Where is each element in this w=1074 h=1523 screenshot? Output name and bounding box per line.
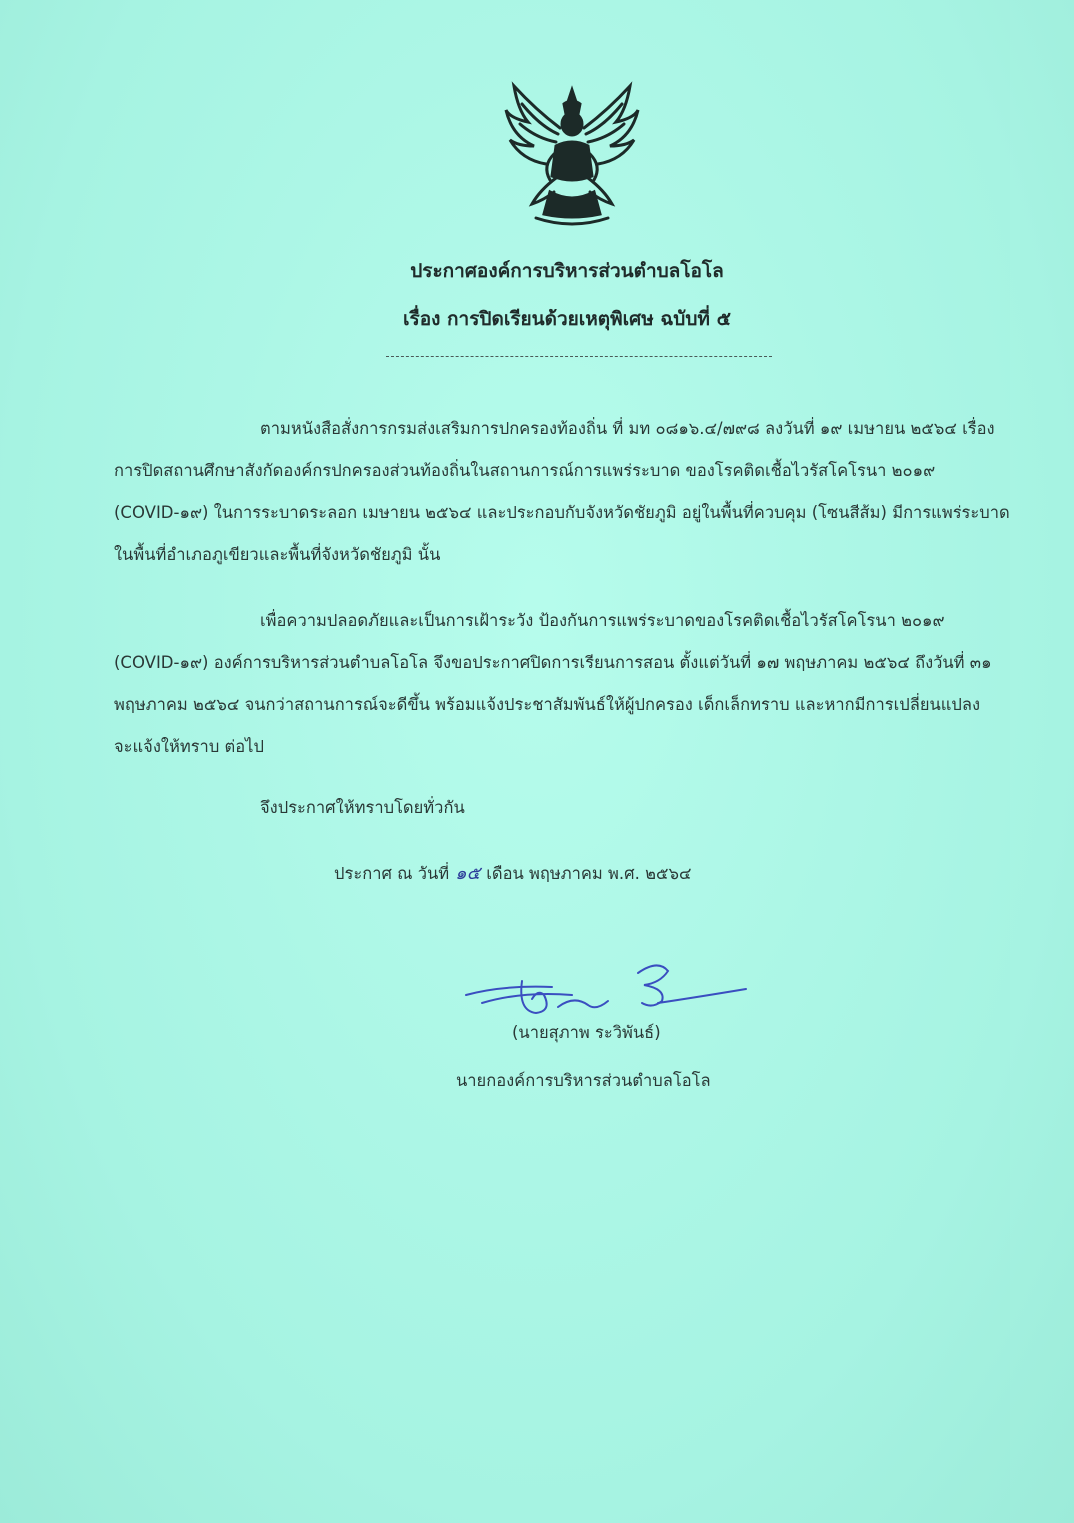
announcement-date — [334, 858, 691, 887]
signatory-name: (นายสุภาพ ระวิพันธ์) — [512, 1023, 661, 1042]
body-paragraph-1 — [114, 408, 1014, 576]
dashed-divider — [386, 356, 772, 357]
body-paragraph-1-text: ตามหนังสือสั่งการกรมส่งเสริมการปกครองท้องถิ่น ที่ มท ๐๘๑๖.๔/๗๙๘ ลงวันที่ ๑๙ เมษายน ๒๕๖๔ เรื่อง การปิดสถานศึกษาสังกัดองค์กรปกครองส่วนท้องถิ่นในสถานการณ์การแพร่ระบาด ของโรคติดเชื้อไวรัสโคโรนา ๒๐๑๙ (COVID-๑๙) ในการระบาดระลอก เมษายน ๒๕๖๔ และประกอบกับจังหวัดชัยภูมิ อยู่ในพื้นที่ควบคุม (โซนสีส้ม) มีการแพร่ระบาดในพื้นที่อำเภอภูเขียวและพื้นที่จังหวัดชัยภูมิ นั้น — [114, 419, 1010, 564]
announcement-subject: เรื่อง การปิดเรียนด้วยเหตุพิเศษ ฉบับที่ ๕ — [403, 308, 731, 330]
date-day-handwritten: ๑๕ — [455, 863, 481, 884]
date-prefix: ประกาศ ณ วันที่ — [334, 864, 450, 883]
closing-statement: จึงประกาศให้ทราบโดยทั่วกัน — [260, 798, 465, 817]
date-suffix: เดือน พฤษภาคม พ.ศ. ๒๕๖๔ — [486, 864, 692, 883]
body-paragraph-2 — [114, 600, 1014, 768]
garuda-emblem-icon — [500, 80, 645, 230]
body-paragraph-2-text: เพื่อความปลอดภัยและเป็นการเฝ้าระวัง ป้องกันการแพร่ระบาดของโรคติดเชื้อไวรัสโคโรนา ๒๐๑๙ (COVID-๑๙) องค์การบริหารส่วนตำบลโอโล จึงขอประกาศปิดการเรียนการสอน ตั้งแต่วันที่ ๑๗ พฤษภาคม ๒๕๖๔ ถึงวันที่ ๓๑ พฤษภาคม ๒๕๖๔ จนกว่าสถานการณ์จะดีขึ้น พร้อมแจ้งประชาสัมพันธ์ให้ผู้ปกครอง เด็กเล็กทราบ และหากมีการเปลี่ยนแปลงจะแจ้งให้ทราบ ต่อไป — [114, 611, 992, 756]
signatory-title: นายกองค์การบริหารส่วนตำบลโอโล — [456, 1071, 711, 1090]
announcement-title: ประกาศองค์การบริหารส่วนตำบลโอโล — [410, 260, 724, 282]
